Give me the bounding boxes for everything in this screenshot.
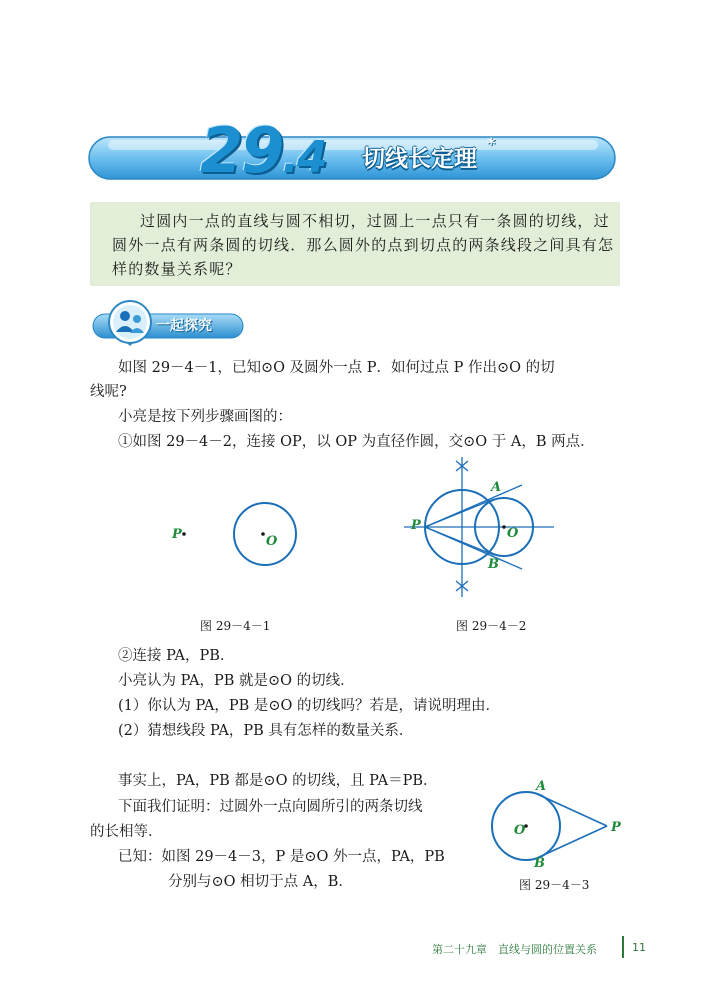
page-number: 11 (632, 941, 646, 954)
question-2: (2）猜想线段 PA，PB 具有怎样的数量关系． (118, 723, 414, 739)
fig1-label-o: O (266, 534, 278, 549)
given-line-2: 分别与⊙O 相切于点 A，B． (168, 874, 353, 890)
intro-line-2: 圆外一点有两条圆的切线．那么圆外的点到切点的两条线段之间具有怎 (112, 236, 615, 254)
figure-29-4-1 (160, 490, 310, 580)
point-p (182, 532, 186, 536)
fig3-label-a: A (536, 779, 547, 794)
intro-box (90, 202, 620, 286)
section-number: 29.4 (200, 114, 326, 187)
people-icon (106, 300, 154, 346)
step-1: ①如图 29－4－2，连接 OP，以 OP 为直径作圆，交⊙O 于 A，B 两点． (118, 434, 595, 450)
step-2: ②连接 PA，PB． (118, 648, 235, 664)
fact-line: 事实上，PA，PB 都是⊙O 的切线，且 PA＝PB． (118, 773, 438, 789)
body-line-1: 如图 29－4－1，已知⊙O 及圆外一点 P．如何过点 P 作出⊙O 的切 (118, 360, 555, 376)
question-1: (1）你认为 PA，PB 是⊙O 的切线吗？若是，请说明理由． (118, 698, 501, 714)
section-title: 切线长定理 (362, 146, 477, 172)
section-banner (88, 136, 616, 180)
body-line-4: 小亮认为 PA，PB 就是⊙O 的切线． (118, 673, 355, 689)
proof-line-1: 下面我们证明：过圆外一点向圆所引的两条切线 (118, 799, 423, 815)
fig3-label-p: P (611, 820, 621, 835)
explore-badge-label: 一起探究 (156, 318, 212, 334)
figure-29-4-3 (486, 782, 616, 872)
center-point-o (261, 532, 265, 536)
section-optional-mark: * (487, 134, 496, 153)
body-line-3: 小亮是按下列步骤画图的： (118, 409, 292, 425)
footer-chapter: 第二十九章 直线与圆的位置关系 (432, 943, 597, 956)
fig2-label-o: O (507, 526, 519, 541)
footer-divider (622, 936, 624, 958)
fig2-caption: 图 29－4－2 (456, 619, 527, 633)
fig3-label-b: B (534, 856, 545, 871)
figure-29-4-2 (400, 455, 560, 605)
intro-line-1: 过圆内一点的直线与圆不相切，过圆上一点只有一条圆的切线，过 (140, 212, 610, 230)
body-line-2: 线呢? (90, 384, 127, 400)
intro-line-3: 样的数量关系呢？ (112, 260, 242, 278)
fig1-label-p: P (172, 527, 182, 542)
fig3-label-o: O (514, 823, 526, 838)
given-line-1: 已知：如图 29－4－3，P 是⊙O 外一点，PA，PB (118, 849, 445, 865)
fig2-label-a: A (491, 480, 502, 495)
fig3-caption: 图 29－4－3 (519, 878, 590, 892)
fig2-label-b: B (488, 557, 499, 572)
fig2-label-p: P (411, 518, 421, 533)
proof-line-2: 的长相等． (90, 824, 163, 840)
fig1-caption: 图 29－4－1 (200, 619, 271, 633)
